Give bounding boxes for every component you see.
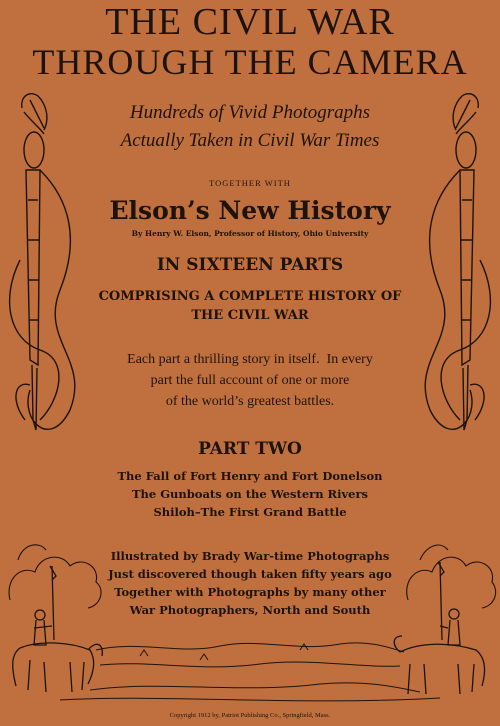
comprising-line-2: THE CIVIL WAR <box>191 308 309 323</box>
description-line-1: Each part a thrilling story in itself. In every <box>127 352 373 367</box>
history-title: Elson’s New History <box>109 196 391 225</box>
parts-heading: IN SIXTEEN PARTS <box>156 255 344 275</box>
comprising-line-1: COMPRISING A COMPLETE HISTORY OF <box>98 289 402 304</box>
illustrated-line: War Photographers, North and South <box>129 603 371 617</box>
description-line-3: of the world’s greatest battles. <box>165 394 335 409</box>
landscape-illustration <box>60 643 440 701</box>
illustrated-line: Together with Photographs by many other <box>114 585 386 599</box>
subtitle-line-1: Hundreds of Vivid Photographs <box>129 102 371 123</box>
title-line-2: THROUGH THE CAMERA <box>32 42 468 82</box>
description-line-2: part the full account of one or more <box>150 373 350 388</box>
comprising-block <box>0 287 500 325</box>
contents-item: The Gunboats on the Western Rivers <box>131 487 369 501</box>
part-two-contents <box>0 467 500 521</box>
illustrated-line: Illustrated by Brady War-time Photographs <box>110 549 390 563</box>
history-author: By Henry W. Elson, Professor of History, Ohio University <box>131 229 369 238</box>
contents-item: The Fall of Fort Henry and Fort Donelson <box>117 469 383 483</box>
illustrated-line: Just discovered though taken fifty years ago <box>108 567 392 581</box>
copyright-notice: Copyright 1912 by, Patriot Publishing Co., Springfield, Mass. <box>169 712 331 719</box>
part-two-heading: PART TWO <box>198 439 302 459</box>
description-block <box>0 349 500 412</box>
together-with-label: TOGETHER WITH <box>209 178 291 188</box>
contents-item: Shiloh–The First Grand Battle <box>153 505 347 519</box>
illustrated-block <box>0 547 500 619</box>
subtitle-line-2: Actually Taken in Civil War Times <box>120 130 380 151</box>
title-line-1: THE CIVIL WAR <box>105 1 395 43</box>
